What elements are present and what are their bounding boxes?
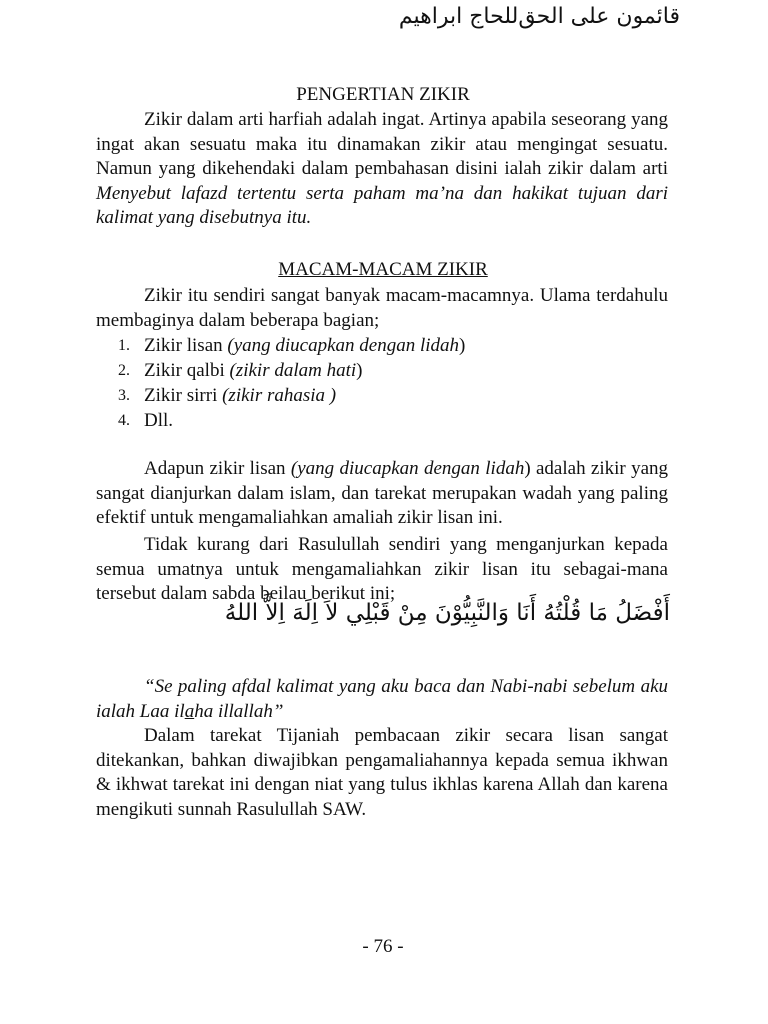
running-header [380, 4, 680, 29]
definition-italic: Menyebut lafazd tertentu serta paham ma’na dan hakikat tujuan dari kalimat yang disebutnya itu. [96, 182, 668, 228]
paragraph-zikir-lisan [96, 457, 668, 531]
zikir-lisan-text-a: Adapun zikir lisan [144, 458, 291, 479]
paragraph-rasulullah [96, 533, 668, 607]
quote-text-a: “Se paling afdal kalimat yang aku baca dan Nabi-nabi sebelum aku ialah Laa il [96, 676, 668, 722]
list-item-text: Zikir lisan [144, 335, 228, 356]
list-item [96, 333, 668, 358]
hadith-translation [96, 675, 668, 724]
list-item-text: Zikir sirri [144, 385, 223, 406]
list-item-italic: (zikir rahasia ) [222, 385, 337, 406]
quote-underlined: a [184, 700, 195, 722]
zikir-lisan-text-b: ) adalah zikir yang sangat dianjurkan dalam islam, dan tarekat merupakan wadah yang paling efektif untuk mengamaliahkan amaliah zikir lisan ini. [96, 458, 669, 528]
list-item-italic: (zikir dalam hati [229, 360, 357, 381]
header-author: للحاج ابراهيم [398, 4, 519, 29]
list-number: 4. [118, 412, 130, 429]
zikir-lisan-italic: (yang diucapkan dengan lidah [290, 458, 525, 479]
zikir-types-list [96, 333, 668, 433]
rasulullah-text: Tidak kurang dari Rasulullah sendiri yang menganjurkan kepada semua umatnya untuk mengamaliahkan zikir lisan itu sebagai-mana tersebut dalam sabda beilau berikut ini; [96, 534, 668, 604]
tijaniah-text: Dalam tarekat Tijaniah pembacaan zikir secara lisan sangat ditekankan, bahkan diwajibkan pengamaliahannya kepada semua ikhwan & ikhwat tarekat ini dengan niat yang tulus ikhlas karena Allah dan karena mengikuti sunnah Rasulullah SAW. [96, 725, 668, 820]
list-item-text: Dll. [144, 410, 174, 431]
section-title-text: MACAM-MACAM ZIKIR [278, 259, 488, 280]
types-intro-text: Zikir itu sendiri sangat banyak macam-macamnya. Ulama terdahulu membaginya dalam beberapa bagian; [96, 285, 668, 331]
page-number: - 76 - [362, 936, 404, 957]
paragraph-types-intro [96, 284, 668, 333]
definition-text: Zikir dalam arti harfiah adalah ingat. Artinya apabila seseorang yang ingat akan sesuatu maka itu dinamakan zikir atau mengingat sesuatu. Namun yang dikehendaki dalam pembahasan disini ialah zikir dalam arti [96, 109, 668, 179]
header-title: قائمون على الحق [518, 4, 680, 29]
list-item-after: ) [356, 360, 363, 381]
list-item [96, 383, 668, 408]
list-number: 3. [118, 387, 130, 404]
list-item-text: Zikir qalbi [144, 360, 230, 381]
list-item-after: ) [459, 335, 466, 356]
paragraph-tijaniah [96, 724, 668, 822]
list-item [96, 358, 668, 383]
paragraph-definition [96, 108, 668, 231]
quote-text-b: ha illallah” [194, 700, 284, 722]
arabic-hadith: أَفْضَلُ مَا قُلْتُهُ أَنَا وَالنَّبِيُّوْنَ مِنْ قَبْلِي لاَ اِلَهَ اِلاَّ اللهُ [224, 600, 670, 626]
list-item-italic: (yang diucapkan dengan lidah [227, 335, 460, 356]
section-title-pengertian-zikir: PENGERTIAN ZIKIR [296, 84, 470, 105]
list-number: 1. [118, 337, 130, 354]
list-number: 2. [118, 362, 130, 379]
section-title-macam-macam-zikir [96, 259, 670, 281]
list-item [96, 408, 668, 433]
